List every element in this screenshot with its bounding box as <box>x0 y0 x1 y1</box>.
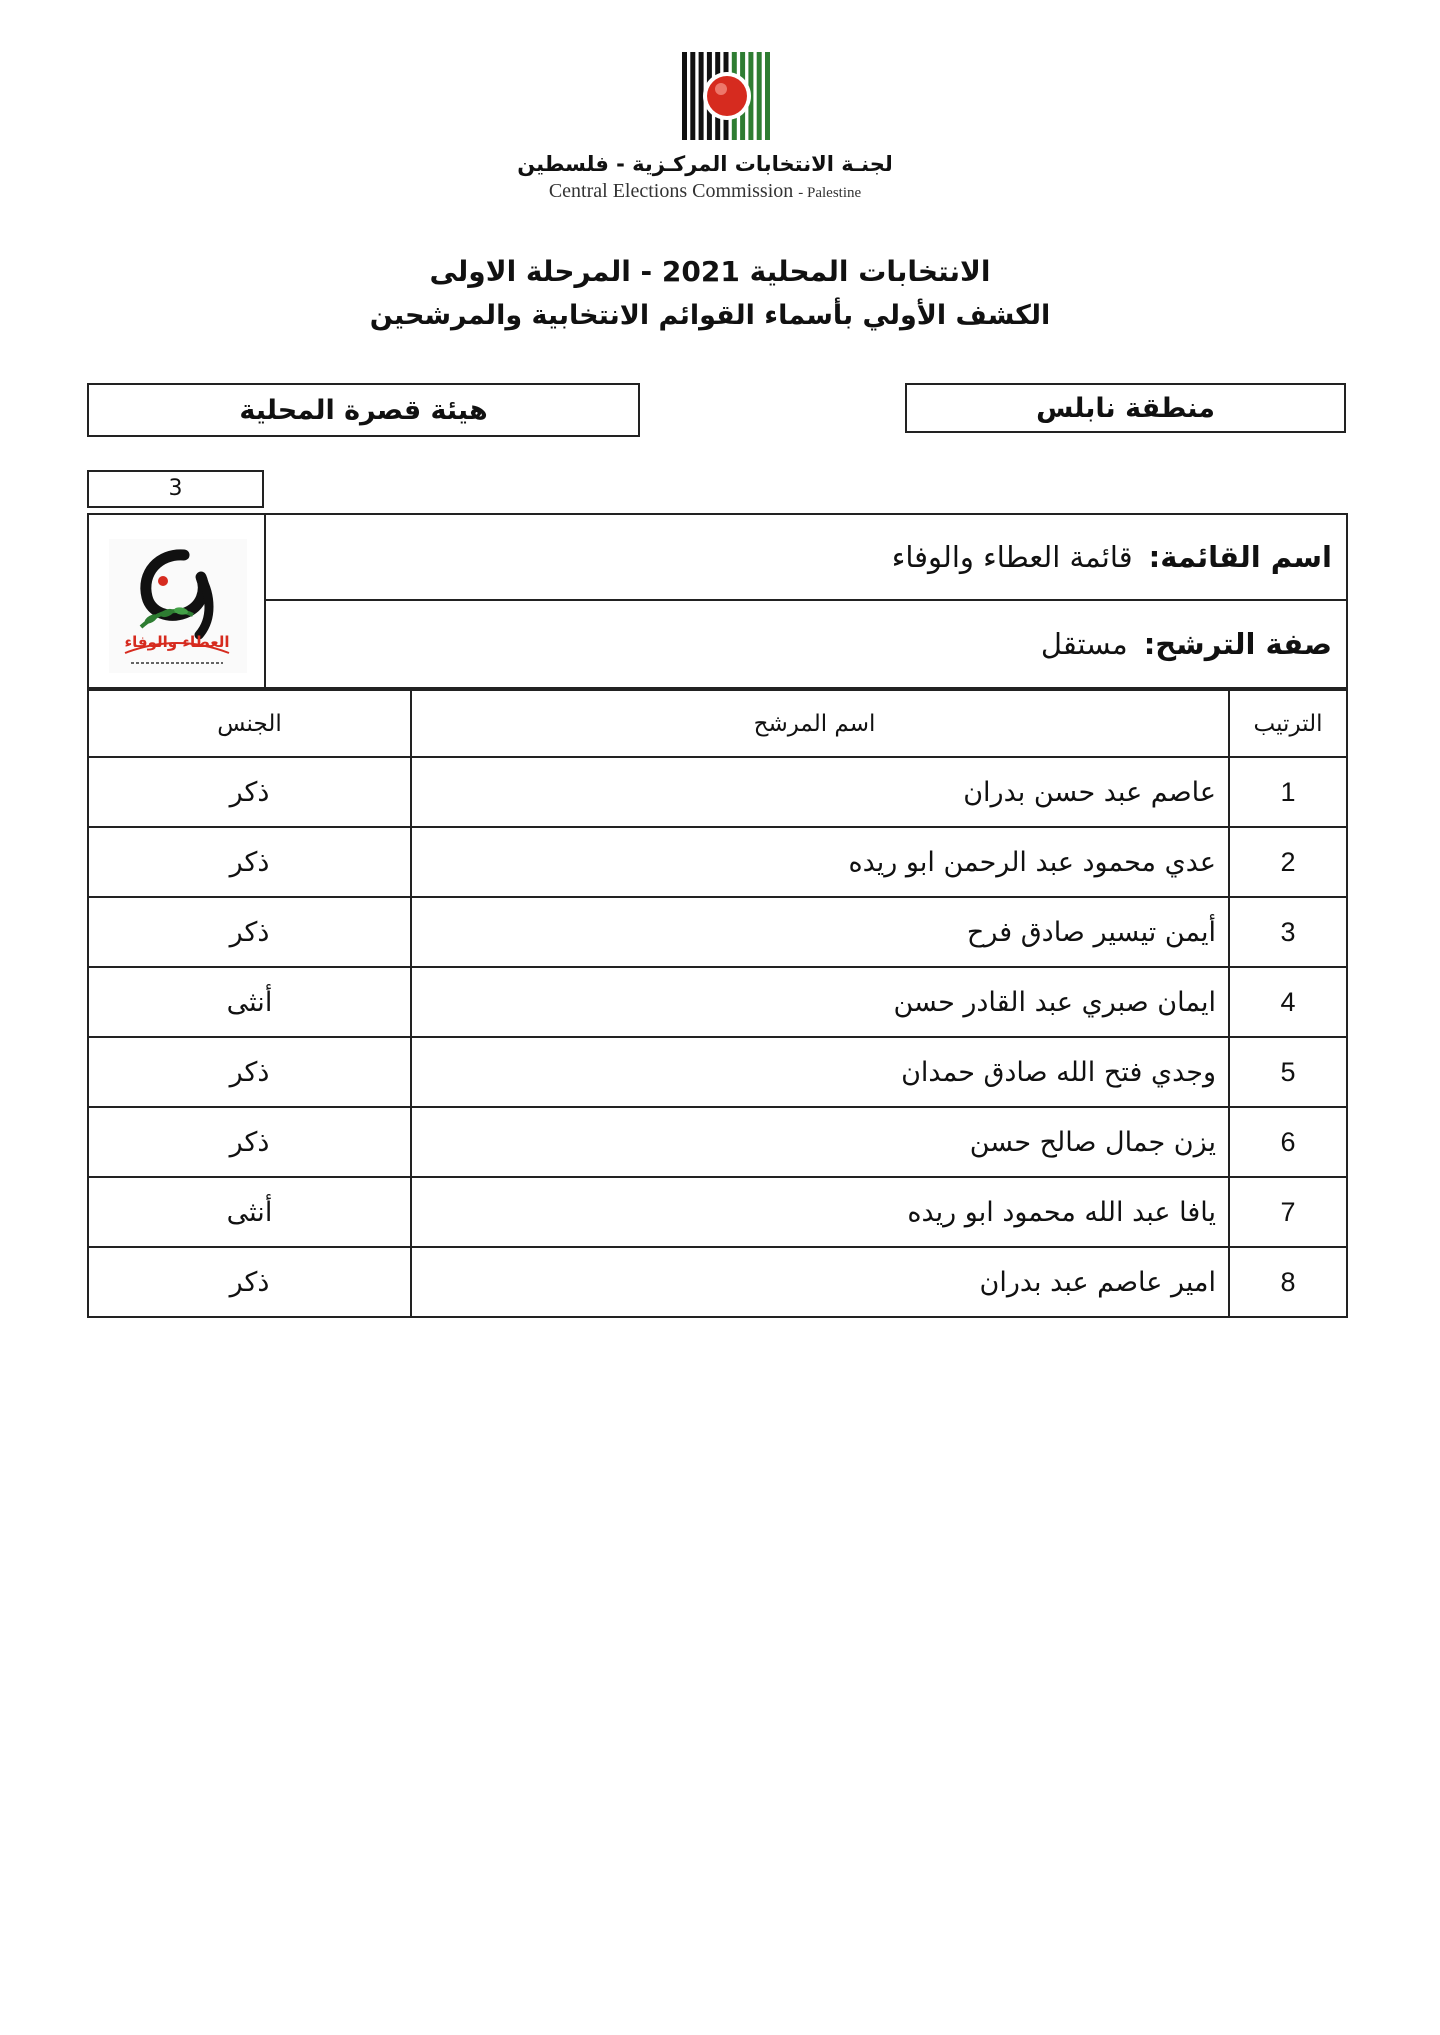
candidate-rank: 6 <box>1229 1107 1347 1177</box>
header-gender: الجنس <box>88 690 411 757</box>
candidate-gender: ذكر <box>88 757 411 827</box>
list-logo-caption: العطاء والوفاء <box>124 633 230 651</box>
candidate-rank: 8 <box>1229 1247 1347 1317</box>
candidate-name: أيمن تيسير صادق فرح <box>411 897 1229 967</box>
document-subtitle: الكشف الأولي بأسماء القوائم الانتخابية والمرشحين <box>369 300 1051 331</box>
candidate-name: يافا عبد الله محمود ابو ريده <box>411 1177 1229 1247</box>
candidate-gender: ذكر <box>88 1247 411 1317</box>
candidate-rank: 5 <box>1229 1037 1347 1107</box>
org-name-arabic: لجنـة الانتخابات المركـزية - فلسطين <box>517 152 893 176</box>
candidate-gender: ذكر <box>88 1037 411 1107</box>
header-name: اسم المرشح <box>411 690 1229 757</box>
list-name-row <box>266 515 1346 601</box>
candidate-name: عاصم عبد حسن بدران <box>411 757 1229 827</box>
region-box: منطقة نابلس <box>905 383 1346 433</box>
cec-logo-icon <box>680 52 774 140</box>
candidate-rank: 1 <box>1229 757 1347 827</box>
table-row <box>88 757 1347 827</box>
org-name-english-suffix: - Palestine <box>798 185 862 201</box>
table-row <box>88 1107 1347 1177</box>
header-rank: الترتيب <box>1229 690 1347 757</box>
list-name-value: قائمة العطاء والوفاء <box>891 540 1133 574</box>
table-row <box>88 827 1347 897</box>
candidate-rank: 3 <box>1229 897 1347 967</box>
candidate-name: عدي محمود عبد الرحمن ابو ريده <box>411 827 1229 897</box>
list-logo-icon <box>89 515 262 687</box>
candidate-name: امير عاصم عبد بدران <box>411 1247 1229 1317</box>
org-name-english-main: Central Elections Commission <box>548 180 794 202</box>
candidate-gender: أنثى <box>88 1177 411 1247</box>
list-type-value: مستقل <box>1040 627 1128 661</box>
candidate-gender: ذكر <box>88 1107 411 1177</box>
list-type-label: صفة الترشح: <box>1143 627 1332 661</box>
table-header-row <box>88 690 1347 757</box>
candidate-rank: 7 <box>1229 1177 1347 1247</box>
candidates-table <box>87 689 1348 1318</box>
table-row <box>88 967 1347 1037</box>
candidate-gender: ذكر <box>88 897 411 967</box>
table-row <box>88 1037 1347 1107</box>
candidate-rank: 2 <box>1229 827 1347 897</box>
list-logo-cell <box>89 515 266 687</box>
local-authority-box: هيئة قصرة المحلية <box>87 383 640 437</box>
list-type-row <box>266 601 1346 687</box>
list-info-section <box>87 513 1348 689</box>
candidate-rank: 4 <box>1229 967 1347 1037</box>
candidate-name: ايمان صبري عبد القادر حسن <box>411 967 1229 1037</box>
candidate-gender: أنثى <box>88 967 411 1037</box>
org-name-english <box>500 180 910 203</box>
document-title: الانتخابات المحلية 2021 - المرحلة الاولى <box>429 255 991 288</box>
candidate-name: وجدي فتح الله صادق حمدان <box>411 1037 1229 1107</box>
list-name-label: اسم القائمة: <box>1148 540 1332 574</box>
candidate-gender: ذكر <box>88 827 411 897</box>
table-row <box>88 1247 1347 1317</box>
list-number-box: 3 <box>87 470 264 508</box>
table-row <box>88 897 1347 967</box>
table-row <box>88 1177 1347 1247</box>
candidate-name: يزن جمال صالح حسن <box>411 1107 1229 1177</box>
